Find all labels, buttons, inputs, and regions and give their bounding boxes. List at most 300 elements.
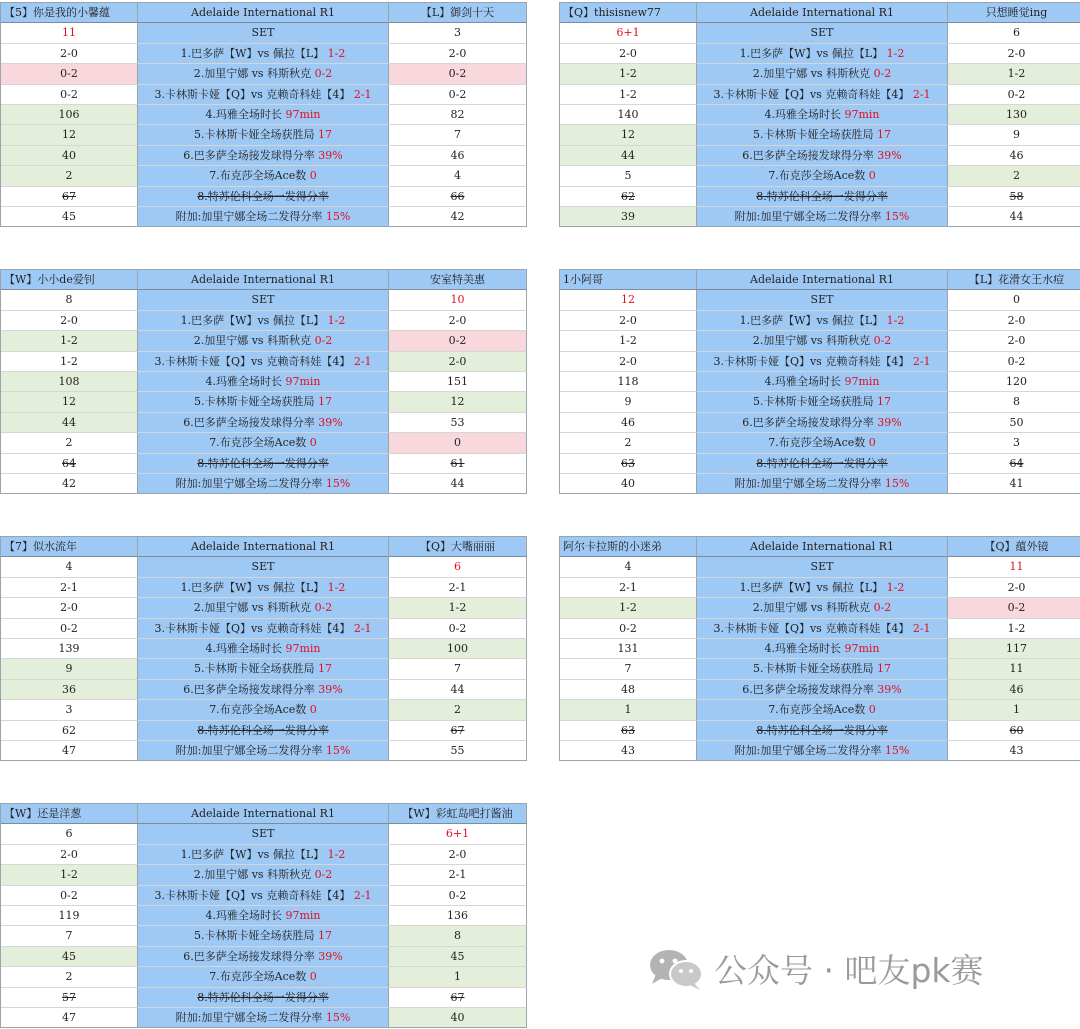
question-label: 5.卡林斯卡娅全场获胜局 17	[138, 659, 389, 679]
right-answer: 0	[389, 433, 527, 453]
left-answer: 11	[1, 23, 138, 43]
question-row	[560, 557, 1080, 577]
left-answer: 2-0	[560, 44, 697, 64]
question-label: 附加:加里宁娜全场二发得分率 15%	[138, 741, 389, 761]
watermark-text: 公众号 · 吧友pk赛	[714, 951, 984, 990]
question-label: 2.加里宁娜 vs 科斯秋克 0-2	[138, 865, 389, 885]
question-row	[560, 105, 1080, 125]
right-answer: 0-2	[389, 64, 527, 84]
right-player-name: 【Q】大嘴丽丽	[389, 537, 527, 557]
left-answer: 2-0	[1, 598, 138, 618]
right-answer: 60	[948, 721, 1080, 741]
right-answer: 61	[389, 454, 527, 474]
score-card	[559, 536, 1080, 761]
left-answer: 106	[1, 105, 138, 125]
question-label: 附加:加里宁娜全场二发得分率 15%	[138, 1008, 389, 1028]
question-label: SET	[697, 557, 948, 577]
left-answer: 9	[560, 392, 697, 412]
question-label: 3.卡林斯卡娅【Q】vs 克赖奇科娃【4】 2-1	[138, 619, 389, 639]
left-answer: 0-2	[1, 85, 138, 105]
question-row	[1, 947, 527, 967]
right-answer: 8	[948, 392, 1080, 412]
left-player-name: 1小阿哥	[560, 270, 697, 290]
right-answer: 4	[389, 166, 527, 186]
question-label: 4.玛雅全场时长 97min	[697, 639, 948, 659]
score-card	[0, 803, 527, 1028]
right-answer: 2-0	[389, 311, 527, 331]
question-label: 6.巴多萨全场接发球得分率 39%	[697, 146, 948, 166]
question-row	[560, 187, 1080, 207]
right-answer: 120	[948, 372, 1080, 392]
question-row	[560, 207, 1080, 227]
question-row	[1, 721, 527, 741]
left-answer: 42	[1, 474, 138, 494]
question-row	[1, 578, 527, 598]
left-answer: 44	[1, 413, 138, 433]
right-answer: 12	[389, 392, 527, 412]
left-answer: 8	[1, 290, 138, 310]
left-answer: 1-2	[560, 598, 697, 618]
right-answer: 6	[389, 557, 527, 577]
left-answer: 48	[560, 680, 697, 700]
card-header	[560, 270, 1080, 290]
right-answer: 50	[948, 413, 1080, 433]
question-label: 5.卡林斯卡娅全场获胜局 17	[138, 125, 389, 145]
left-answer: 3	[1, 700, 138, 720]
question-row	[1, 454, 527, 474]
right-answer: 45	[389, 947, 527, 967]
question-row	[560, 392, 1080, 412]
question-row	[1, 413, 527, 433]
question-row	[1, 886, 527, 906]
left-answer: 6	[1, 824, 138, 844]
question-row	[1, 474, 527, 494]
question-row	[1, 64, 527, 84]
left-answer: 2-0	[1, 311, 138, 331]
question-label: 附加:加里宁娜全场二发得分率 15%	[138, 474, 389, 494]
question-label: 5.卡林斯卡娅全场获胜局 17	[138, 392, 389, 412]
right-answer: 67	[389, 988, 527, 1008]
question-row	[1, 125, 527, 145]
right-answer: 66	[389, 187, 527, 207]
question-label: 4.玛雅全场时长 97min	[138, 906, 389, 926]
event-title: Adelaide International R1	[697, 3, 948, 23]
question-label: SET	[697, 23, 948, 43]
question-label: 1.巴多萨【W】vs 佩拉【L】 1-2	[697, 578, 948, 598]
left-player-name: 【7】似水流年	[1, 537, 138, 557]
question-row	[1, 619, 527, 639]
left-answer: 1-2	[1, 352, 138, 372]
question-row	[1, 639, 527, 659]
question-row	[1, 207, 527, 227]
question-label: SET	[138, 824, 389, 844]
right-answer: 2-1	[389, 865, 527, 885]
question-row	[560, 64, 1080, 84]
left-answer: 131	[560, 639, 697, 659]
right-answer: 55	[389, 741, 527, 761]
question-row	[560, 619, 1080, 639]
question-row	[1, 372, 527, 392]
left-answer: 67	[1, 187, 138, 207]
question-label: 2.加里宁娜 vs 科斯秋克 0-2	[697, 598, 948, 618]
question-row	[1, 845, 527, 865]
left-answer: 139	[1, 639, 138, 659]
question-row	[560, 290, 1080, 310]
right-answer: 151	[389, 372, 527, 392]
right-answer: 6+1	[389, 824, 527, 844]
question-label: 3.卡林斯卡娅【Q】vs 克赖奇科娃【4】 2-1	[697, 352, 948, 372]
card-header	[1, 537, 527, 557]
question-row	[560, 700, 1080, 720]
right-answer: 2-0	[389, 352, 527, 372]
right-player-name: 【Q】蕴外镜	[948, 537, 1080, 557]
left-answer: 2-0	[560, 352, 697, 372]
left-answer: 6+1	[560, 23, 697, 43]
right-player-name: 【W】彩虹岛吧打酱油	[389, 804, 527, 824]
event-title: Adelaide International R1	[138, 537, 389, 557]
question-row	[560, 166, 1080, 186]
left-answer: 63	[560, 721, 697, 741]
question-row	[560, 352, 1080, 372]
question-label: 2.加里宁娜 vs 科斯秋克 0-2	[138, 598, 389, 618]
left-answer: 2	[1, 166, 138, 186]
question-row	[1, 352, 527, 372]
question-row	[560, 146, 1080, 166]
question-row	[1, 700, 527, 720]
right-answer: 2-1	[389, 578, 527, 598]
question-row	[1, 85, 527, 105]
card-header	[560, 537, 1080, 557]
question-label: 7.布克莎全场Ace数 0	[138, 433, 389, 453]
question-label: SET	[697, 290, 948, 310]
left-answer: 5	[560, 166, 697, 186]
question-label: SET	[138, 290, 389, 310]
left-answer: 4	[1, 557, 138, 577]
right-answer: 2-0	[948, 311, 1080, 331]
left-answer: 1-2	[560, 64, 697, 84]
right-answer: 1-2	[948, 619, 1080, 639]
left-answer: 1	[560, 700, 697, 720]
right-answer: 130	[948, 105, 1080, 125]
right-answer: 6	[948, 23, 1080, 43]
question-row	[1, 166, 527, 186]
question-label: 4.玛雅全场时长 97min	[697, 105, 948, 125]
left-answer: 2-1	[560, 578, 697, 598]
question-label: 5.卡林斯卡娅全场获胜局 17	[138, 926, 389, 946]
question-row	[560, 454, 1080, 474]
left-answer: 1-2	[1, 865, 138, 885]
left-answer: 2	[1, 433, 138, 453]
question-label: 7.布克莎全场Ace数 0	[138, 166, 389, 186]
question-label: 6.巴多萨全场接发球得分率 39%	[138, 413, 389, 433]
question-label: 6.巴多萨全场接发球得分率 39%	[138, 146, 389, 166]
question-row	[1, 146, 527, 166]
right-answer: 3	[948, 433, 1080, 453]
right-answer: 44	[948, 207, 1080, 227]
question-row	[1, 926, 527, 946]
left-player-name: 阿尔卡拉斯的小迷弟	[560, 537, 697, 557]
question-row	[1, 44, 527, 64]
question-label: 7.布克莎全场Ace数 0	[138, 700, 389, 720]
right-answer: 0-2	[389, 619, 527, 639]
question-row	[560, 639, 1080, 659]
left-answer: 64	[1, 454, 138, 474]
event-title: Adelaide International R1	[138, 804, 389, 824]
left-answer: 40	[1, 146, 138, 166]
right-answer: 2-0	[389, 845, 527, 865]
left-answer: 57	[1, 988, 138, 1008]
question-label: 7.布克莎全场Ace数 0	[697, 433, 948, 453]
question-row	[1, 865, 527, 885]
right-answer: 2	[389, 700, 527, 720]
event-title: Adelaide International R1	[697, 537, 948, 557]
left-answer: 0-2	[1, 64, 138, 84]
question-label: 3.卡林斯卡娅【Q】vs 克赖奇科娃【4】 2-1	[138, 85, 389, 105]
right-player-name: 安室特美惠	[389, 270, 527, 290]
question-row	[560, 311, 1080, 331]
question-label: 1.巴多萨【W】vs 佩拉【L】 1-2	[138, 311, 389, 331]
question-row	[560, 413, 1080, 433]
right-answer: 2-0	[948, 578, 1080, 598]
left-answer: 45	[1, 207, 138, 227]
score-card	[0, 269, 527, 494]
question-label: 8.特苏伦科全场一发得分率	[697, 454, 948, 474]
right-player-name: 【L】御剑十天	[389, 3, 527, 23]
question-row	[1, 433, 527, 453]
event-title: Adelaide International R1	[697, 270, 948, 290]
question-row	[560, 721, 1080, 741]
right-answer: 67	[389, 721, 527, 741]
right-answer: 58	[948, 187, 1080, 207]
question-row	[560, 331, 1080, 351]
left-answer: 4	[560, 557, 697, 577]
question-row	[1, 311, 527, 331]
question-label: 2.加里宁娜 vs 科斯秋克 0-2	[138, 331, 389, 351]
right-answer: 42	[389, 207, 527, 227]
question-row	[1, 392, 527, 412]
right-answer: 0	[948, 290, 1080, 310]
left-answer: 0-2	[560, 619, 697, 639]
right-answer: 2-0	[389, 44, 527, 64]
question-row	[560, 85, 1080, 105]
left-answer: 36	[1, 680, 138, 700]
question-label: 4.玛雅全场时长 97min	[697, 372, 948, 392]
left-player-name: 【W】还是洋葱	[1, 804, 138, 824]
left-answer: 47	[1, 741, 138, 761]
left-answer: 9	[1, 659, 138, 679]
question-row	[560, 44, 1080, 64]
card-header	[1, 804, 527, 824]
right-player-name: 只想睡觉ing	[948, 3, 1080, 23]
question-label: 8.特苏伦科全场一发得分率	[697, 187, 948, 207]
question-row	[560, 598, 1080, 618]
question-label: 2.加里宁娜 vs 科斯秋克 0-2	[697, 331, 948, 351]
question-row	[1, 824, 527, 844]
question-row	[1, 557, 527, 577]
question-label: 附加:加里宁娜全场二发得分率 15%	[697, 474, 948, 494]
right-answer: 1-2	[948, 64, 1080, 84]
right-answer: 9	[948, 125, 1080, 145]
right-answer: 7	[389, 125, 527, 145]
question-row	[560, 659, 1080, 679]
right-answer: 44	[389, 680, 527, 700]
right-answer: 44	[389, 474, 527, 494]
right-answer: 1-2	[389, 598, 527, 618]
right-answer: 46	[389, 146, 527, 166]
question-label: 3.卡林斯卡娅【Q】vs 克赖奇科娃【4】 2-1	[138, 352, 389, 372]
question-label: 附加:加里宁娜全场二发得分率 15%	[697, 207, 948, 227]
question-label: 1.巴多萨【W】vs 佩拉【L】 1-2	[138, 578, 389, 598]
question-row	[1, 988, 527, 1008]
left-answer: 47	[1, 1008, 138, 1028]
question-label: 4.玛雅全场时长 97min	[138, 639, 389, 659]
question-label: 6.巴多萨全场接发球得分率 39%	[697, 680, 948, 700]
score-card	[559, 2, 1080, 227]
left-answer: 12	[560, 290, 697, 310]
right-answer: 82	[389, 105, 527, 125]
right-answer: 43	[948, 741, 1080, 761]
question-row	[1, 659, 527, 679]
right-answer: 136	[389, 906, 527, 926]
right-answer: 3	[389, 23, 527, 43]
event-title: Adelaide International R1	[138, 270, 389, 290]
question-row	[1, 187, 527, 207]
question-label: 3.卡林斯卡娅【Q】vs 克赖奇科娃【4】 2-1	[138, 886, 389, 906]
right-answer: 46	[948, 146, 1080, 166]
question-row	[1, 741, 527, 761]
right-answer: 0-2	[948, 85, 1080, 105]
right-answer: 7	[389, 659, 527, 679]
question-label: 5.卡林斯卡娅全场获胜局 17	[697, 125, 948, 145]
question-row	[1, 680, 527, 700]
right-answer: 0-2	[948, 352, 1080, 372]
question-label: 8.特苏伦科全场一发得分率	[697, 721, 948, 741]
question-row	[560, 125, 1080, 145]
left-answer: 2-0	[560, 311, 697, 331]
left-answer: 1-2	[1, 331, 138, 351]
score-card	[0, 2, 527, 227]
question-label: 1.巴多萨【W】vs 佩拉【L】 1-2	[697, 311, 948, 331]
question-row	[1, 105, 527, 125]
question-label: 8.特苏伦科全场一发得分率	[138, 988, 389, 1008]
left-answer: 118	[560, 372, 697, 392]
question-row	[560, 23, 1080, 43]
question-label: 7.布克莎全场Ace数 0	[138, 967, 389, 987]
question-label: 3.卡林斯卡娅【Q】vs 克赖奇科娃【4】 2-1	[697, 85, 948, 105]
right-answer: 10	[389, 290, 527, 310]
left-answer: 108	[1, 372, 138, 392]
left-player-name: 【Q】thisisnew77	[560, 3, 697, 23]
right-player-name: 【L】花滑女王水痘	[948, 270, 1080, 290]
question-row	[1, 906, 527, 926]
left-answer: 119	[1, 906, 138, 926]
question-label: 附加:加里宁娜全场二发得分率 15%	[138, 207, 389, 227]
event-title: Adelaide International R1	[138, 3, 389, 23]
question-row	[1, 967, 527, 987]
right-answer: 2-0	[948, 44, 1080, 64]
right-answer: 11	[948, 659, 1080, 679]
question-label: 4.玛雅全场时长 97min	[138, 105, 389, 125]
left-answer: 2-0	[1, 44, 138, 64]
left-answer: 44	[560, 146, 697, 166]
left-answer: 46	[560, 413, 697, 433]
question-label: 6.巴多萨全场接发球得分率 39%	[697, 413, 948, 433]
right-answer: 0-2	[389, 886, 527, 906]
watermark	[648, 945, 984, 992]
question-label: 1.巴多萨【W】vs 佩拉【L】 1-2	[697, 44, 948, 64]
question-row	[560, 680, 1080, 700]
right-answer: 1	[948, 700, 1080, 720]
left-answer: 62	[1, 721, 138, 741]
question-row	[1, 23, 527, 43]
score-card	[0, 536, 527, 761]
question-label: SET	[138, 557, 389, 577]
right-answer: 1	[389, 967, 527, 987]
right-answer: 117	[948, 639, 1080, 659]
question-label: 5.卡林斯卡娅全场获胜局 17	[697, 659, 948, 679]
left-answer: 1-2	[560, 331, 697, 351]
left-answer: 2	[1, 967, 138, 987]
left-answer: 63	[560, 454, 697, 474]
question-label: 8.特苏伦科全场一发得分率	[138, 721, 389, 741]
card-header	[1, 270, 527, 290]
right-answer: 2	[948, 166, 1080, 186]
right-answer: 46	[948, 680, 1080, 700]
left-answer: 43	[560, 741, 697, 761]
question-row	[560, 372, 1080, 392]
right-answer: 64	[948, 454, 1080, 474]
question-label: 附加:加里宁娜全场二发得分率 15%	[697, 741, 948, 761]
wechat-icon	[648, 946, 704, 992]
left-answer: 62	[560, 187, 697, 207]
left-answer: 2-1	[1, 578, 138, 598]
question-label: 5.卡林斯卡娅全场获胜局 17	[697, 392, 948, 412]
question-label: 4.玛雅全场时长 97min	[138, 372, 389, 392]
right-answer: 8	[389, 926, 527, 946]
question-label: 1.巴多萨【W】vs 佩拉【L】 1-2	[138, 44, 389, 64]
question-label: SET	[138, 23, 389, 43]
question-row	[1, 290, 527, 310]
question-row	[560, 578, 1080, 598]
question-row	[560, 741, 1080, 761]
question-row	[560, 433, 1080, 453]
right-answer: 2-0	[948, 331, 1080, 351]
question-label: 8.特苏伦科全场一发得分率	[138, 454, 389, 474]
question-label: 7.布克莎全场Ace数 0	[697, 700, 948, 720]
question-row	[1, 598, 527, 618]
left-answer: 7	[560, 659, 697, 679]
left-answer: 0-2	[1, 886, 138, 906]
left-answer: 12	[560, 125, 697, 145]
right-answer: 0-2	[389, 85, 527, 105]
left-answer: 1-2	[560, 85, 697, 105]
left-answer: 39	[560, 207, 697, 227]
question-label: 1.巴多萨【W】vs 佩拉【L】 1-2	[138, 845, 389, 865]
left-player-name: 【W】小小de爱钊	[1, 270, 138, 290]
right-answer: 100	[389, 639, 527, 659]
left-answer: 2-0	[1, 845, 138, 865]
left-answer: 0-2	[1, 619, 138, 639]
question-label: 2.加里宁娜 vs 科斯秋克 0-2	[697, 64, 948, 84]
left-answer: 2	[560, 433, 697, 453]
left-answer: 140	[560, 105, 697, 125]
right-answer: 41	[948, 474, 1080, 494]
left-answer: 12	[1, 392, 138, 412]
card-header	[1, 3, 527, 23]
question-row	[1, 1008, 527, 1028]
question-label: 8.特苏伦科全场一发得分率	[138, 187, 389, 207]
left-player-name: 【5】你是我的小馨蕴	[1, 3, 138, 23]
